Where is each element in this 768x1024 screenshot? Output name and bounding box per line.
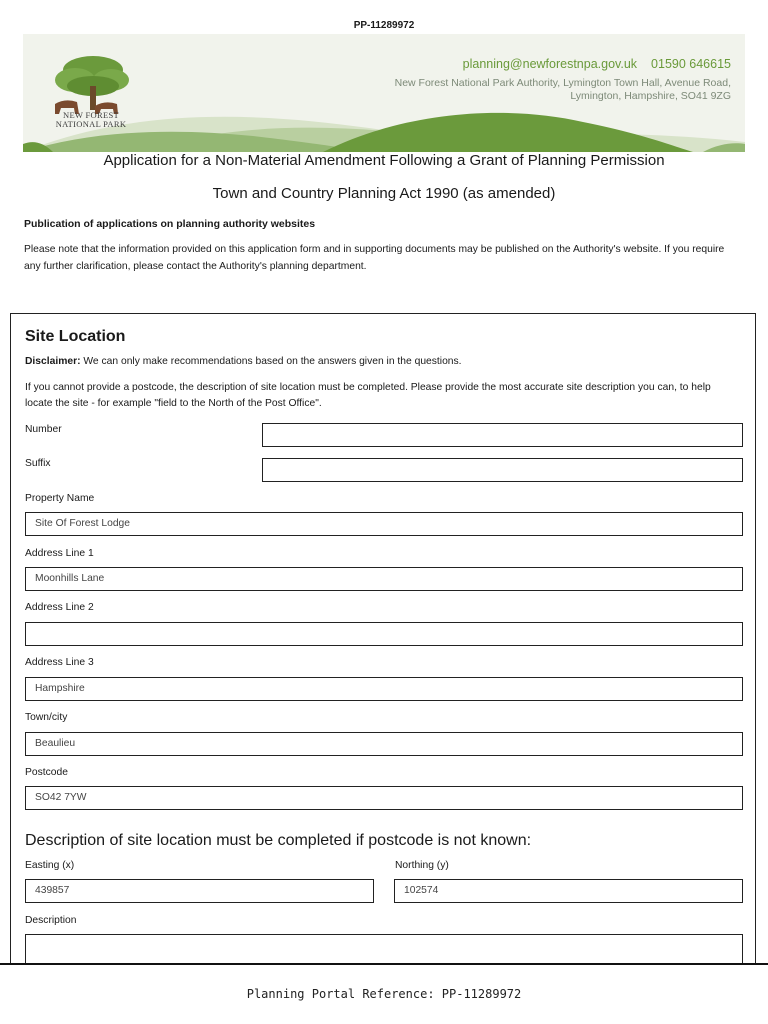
section-title: Site Location — [25, 328, 126, 345]
form-title: Application for a Non-Material Amendment Following a Grant of Planning Permission — [103, 152, 665, 169]
address-line-3-field[interactable]: Hampshire — [25, 677, 743, 701]
address-line-2-field[interactable] — [25, 622, 743, 646]
national-park-logo — [45, 48, 135, 148]
description-heading: Description of site location must be completed if postcode is not known: — [25, 832, 532, 849]
footer-reference: Planning Portal Reference: PP-11289972 — [246, 987, 522, 1001]
town-city-field[interactable]: Beaulieu — [25, 732, 743, 756]
easting-label: Easting (x) — [25, 860, 75, 871]
authority-address: New Forest National Park Authority, Lymington Town Hall, Avenue Road, Lymington, Hampshire, SO41 9ZG — [394, 77, 731, 102]
number-field[interactable] — [262, 423, 743, 447]
disclaimer — [25, 356, 462, 367]
contact-email[interactable]: planning@newforestnpa.gov.uk — [462, 57, 638, 71]
postcode-label: Postcode — [25, 767, 68, 778]
easting-field[interactable]: 439857 — [25, 879, 374, 903]
northing-field[interactable]: 102574 — [394, 879, 743, 903]
property-name-label: Property Name — [25, 493, 95, 504]
suffix-label: Suffix — [25, 458, 51, 469]
address-line-1-label: Address Line 1 — [25, 548, 94, 559]
address-line-2-label: Address Line 2 — [25, 602, 94, 613]
site-help-text: If you cannot provide a postcode, the description of site location must be completed. Please provide the most accurate site description you can, to help locate the site - for example "field to the North of the Post Office". — [25, 382, 711, 409]
town-city-label: Town/city — [25, 712, 68, 723]
disclaimer-label: Disclaimer: — [25, 356, 81, 367]
footer-divider — [0, 963, 768, 965]
publication-text: Please note that the information provided on this application form and in supporting documents may be published on the Authority's website. If you require any further clarification, please contact the Authority's planning department. — [24, 244, 725, 272]
header-banner — [23, 34, 745, 152]
reference-number: PP-11289972 — [353, 20, 415, 31]
suffix-field[interactable] — [262, 458, 743, 482]
contact-details — [463, 57, 731, 71]
form-subtitle: Town and Country Planning Act 1990 (as amended) — [212, 185, 556, 202]
contact-phone: 01590 646615 — [651, 57, 731, 71]
description-label: Description — [25, 915, 77, 926]
property-name-field[interactable]: Site Of Forest Lodge — [25, 512, 743, 536]
postcode-field[interactable]: SO42 7YW — [25, 786, 743, 810]
logo-text: NEW FOREST NATIONAL PARK — [55, 110, 127, 129]
description-field[interactable] — [25, 934, 743, 964]
disclaimer-text: We can only make recommendations based on the answers given in the questions. — [80, 356, 462, 367]
number-label: Number — [25, 424, 62, 435]
address-line-1-field[interactable]: Moonhills Lane — [25, 567, 743, 591]
publication-heading: Publication of applications on planning authority websites — [24, 218, 316, 230]
address-line-3-label: Address Line 3 — [25, 657, 94, 668]
northing-label: Northing (y) — [395, 860, 449, 871]
